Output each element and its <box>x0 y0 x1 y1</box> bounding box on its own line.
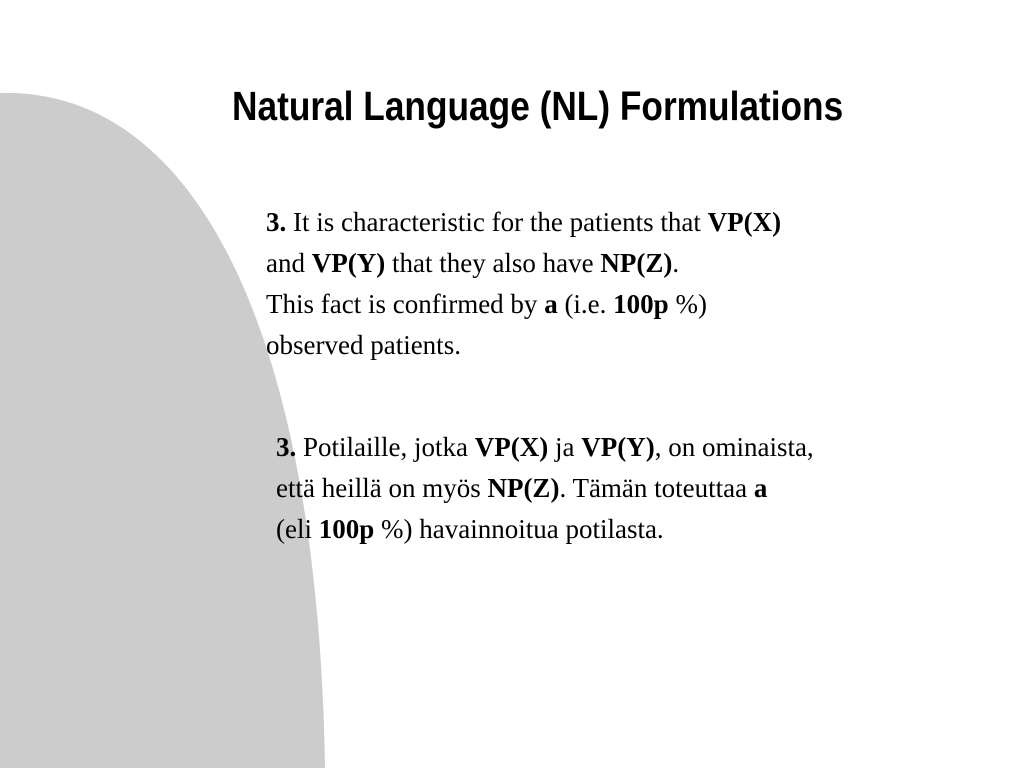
text-segment: , on ominaista, <box>654 432 814 462</box>
term-vp-y: VP(Y) <box>581 432 655 462</box>
text-segment: %) havainnoitua potilasta. <box>374 514 664 544</box>
text-segment: ja <box>548 432 582 462</box>
slide-title: Natural Language (NL) Formulations <box>232 83 844 129</box>
term-100p: 100p <box>318 514 375 544</box>
english-formulation <box>266 202 781 366</box>
text-segment: . Tämän toteuttaa <box>559 473 754 503</box>
text-segment: observed patients. <box>266 330 461 360</box>
term-a: a <box>544 289 558 319</box>
text-segment: (i.e. <box>557 289 614 319</box>
term-vp-x: VP(X) <box>707 207 782 237</box>
item-number: 3. <box>266 207 287 237</box>
text-segment: This fact is confirmed by <box>266 289 545 319</box>
term-a: a <box>753 473 768 503</box>
text-segment: It is characteristic for the patients that <box>286 207 708 237</box>
term-vp-x: VP(X) <box>474 432 549 462</box>
text-segment: and <box>266 248 312 278</box>
text-segment: that they also have <box>385 248 601 278</box>
term-vp-y: VP(Y) <box>311 248 386 278</box>
text-segment: Potilaille, jotka <box>296 432 475 462</box>
term-np-z: NP(Z) <box>600 248 673 278</box>
text-segment: . <box>672 248 680 278</box>
text-segment: että heillä on myös <box>276 473 488 503</box>
term-np-z: NP(Z) <box>487 473 560 503</box>
item-number: 3. <box>276 432 297 462</box>
term-100p: 100p <box>613 289 669 319</box>
finnish-formulation <box>276 427 814 550</box>
text-segment: (eli <box>276 514 319 544</box>
text-segment: %) <box>668 289 707 319</box>
